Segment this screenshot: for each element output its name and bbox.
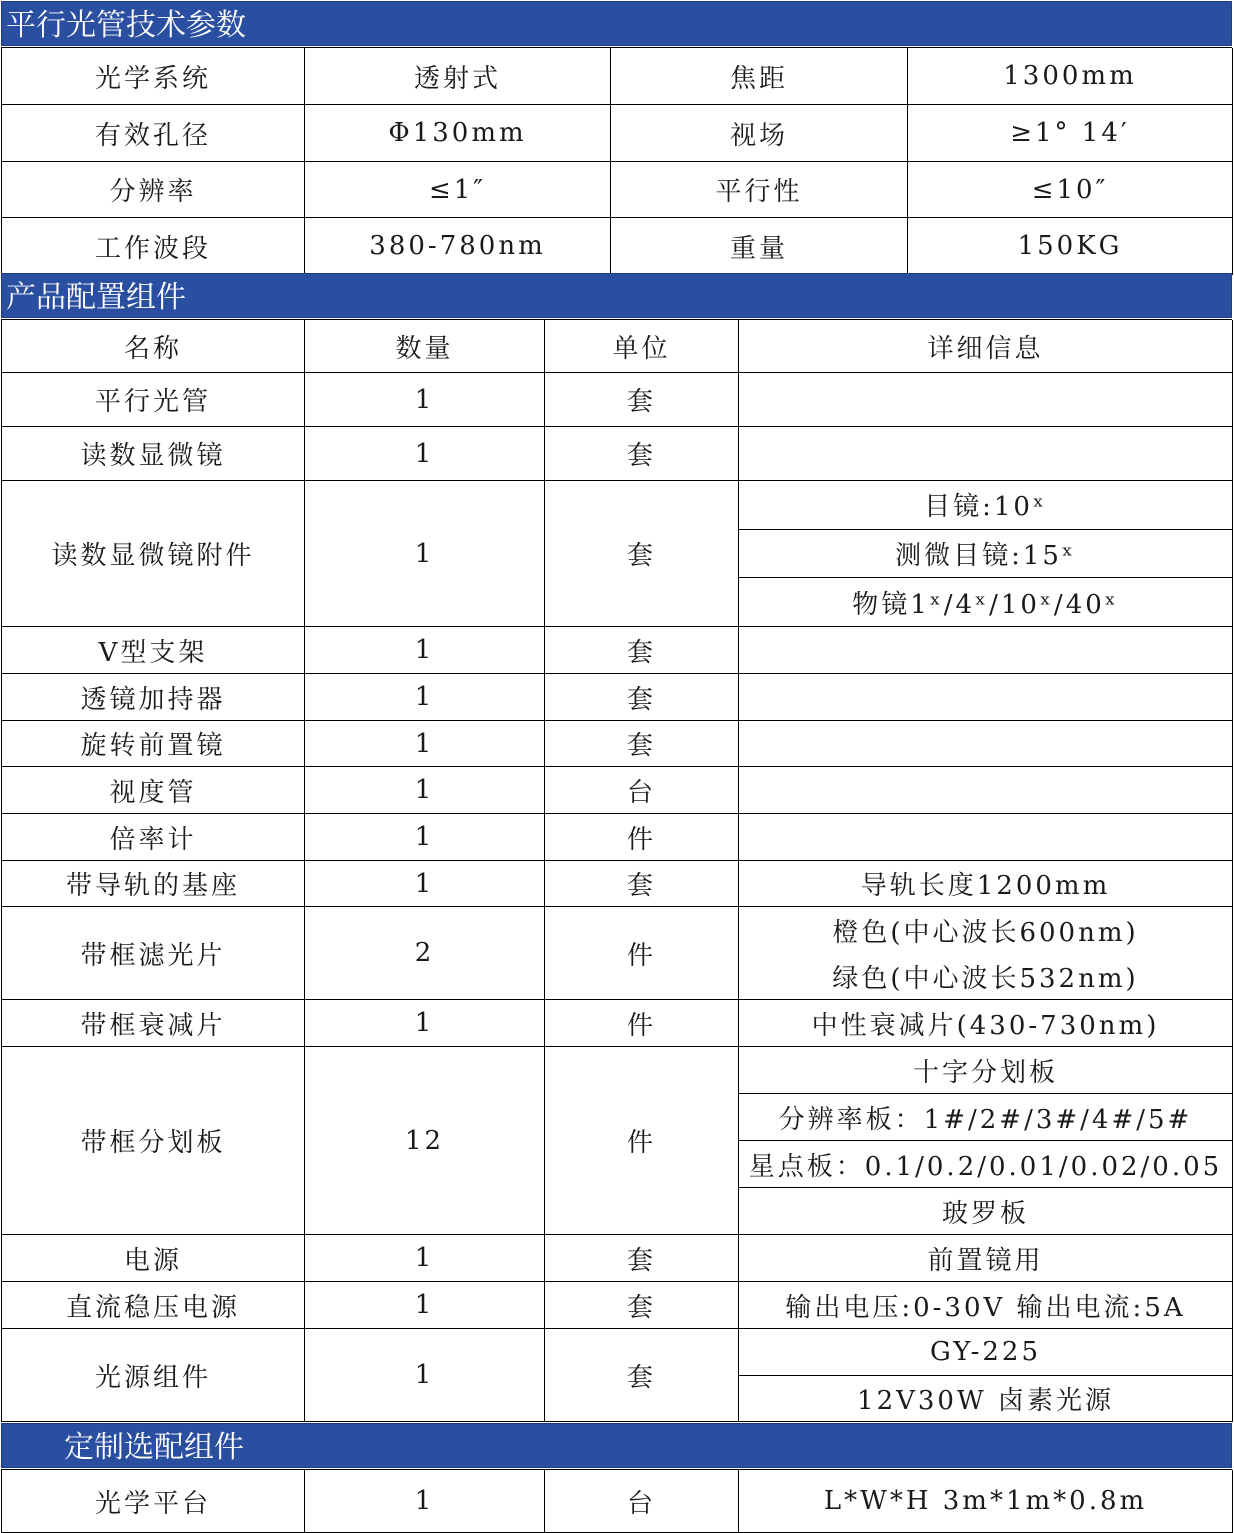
item-unit: 件 [545, 1000, 739, 1047]
detail-line: 测微目镜:15ˣ [739, 530, 1232, 579]
detail-line: 输出电压:0-30V 输出电流:5A [785, 1292, 1186, 1323]
detail-line: 十字分划板 [739, 1047, 1232, 1094]
column-header-details: 详细信息 [739, 320, 1233, 373]
item-name: 旋转前置镜 [2, 721, 305, 767]
item-name: 视度管 [2, 767, 305, 814]
item-unit: 套 [545, 1329, 739, 1422]
item-unit: 套 [545, 373, 739, 427]
spec-label: 平行性 [611, 162, 908, 218]
item-unit: 套 [545, 427, 739, 481]
item-details [739, 1047, 1233, 1235]
detail-line: GY-225 [739, 1329, 1232, 1376]
spec-value: 透射式 [305, 48, 611, 105]
item-details [739, 674, 1233, 721]
item-qty: 12 [305, 1047, 545, 1235]
spec-value: ≥1° 14′ [908, 105, 1233, 162]
item-details [739, 1329, 1233, 1422]
spec-label: 有效孔径 [2, 105, 305, 162]
item-qty: 1 [305, 861, 545, 907]
item-name: 带框衰减片 [2, 1000, 305, 1047]
item-unit: 件 [545, 1047, 739, 1235]
detail-line: 玻罗板 [941, 1198, 1029, 1229]
spec-value: ≤1″ [305, 162, 611, 218]
item-details [739, 1000, 1233, 1047]
detail-line: 星点板：0.1/0.2/0.01/0.02/0.05 [739, 1141, 1232, 1188]
item-details [739, 907, 1233, 1000]
item-name: 透镜加持器 [2, 674, 305, 721]
spec-value: ≤10″ [908, 162, 1233, 218]
item-qty: 1 [305, 1235, 545, 1282]
item-name: 读数显微镜 [2, 427, 305, 481]
item-qty: 1 [305, 1000, 545, 1047]
item-unit: 套 [545, 674, 739, 721]
item-name: 带框分划板 [2, 1047, 305, 1235]
spec-value: 380-780nm [305, 218, 611, 275]
item-name: 光学平台 [2, 1470, 305, 1533]
item-details [739, 1235, 1233, 1282]
item-unit: 台 [545, 767, 739, 814]
detail-line: 导轨长度1200mm [860, 871, 1111, 901]
detail-line: 物镜1ˣ/4ˣ/10ˣ/40ˣ [852, 589, 1119, 620]
item-unit: 套 [545, 627, 739, 674]
detail-line: 12V30W 卤素光源 [857, 1385, 1114, 1416]
item-unit: 台 [545, 1470, 739, 1533]
item-qty: 1 [305, 373, 545, 427]
detail-line: 目镜:10ˣ [739, 481, 1232, 530]
spec-value: Φ130mm [305, 105, 611, 162]
custom-table [1, 1469, 1232, 1533]
column-header-unit: 单位 [545, 320, 739, 373]
detail-line: 分辨率板：1#/2#/3#/4#/5# [739, 1094, 1232, 1141]
section-header-custom [1, 1423, 1232, 1468]
column-header-qty: 数量 [305, 320, 545, 373]
detail-line: 中性衰减片(430-730nm) [811, 1010, 1160, 1041]
spec-label: 视场 [611, 105, 908, 162]
item-qty: 1 [305, 767, 545, 814]
item-details [739, 721, 1233, 767]
item-unit: 件 [545, 907, 739, 1000]
item-name: 读数显微镜附件 [2, 481, 305, 627]
detail-line: 绿色(中心波长532nm) [832, 963, 1139, 994]
item-qty: 1 [305, 814, 545, 861]
item-unit: 套 [545, 1235, 739, 1282]
item-details [739, 481, 1233, 627]
column-header-name: 名称 [2, 320, 305, 373]
item-unit: 套 [545, 861, 739, 907]
spec-label: 光学系统 [2, 48, 305, 105]
item-unit: 件 [545, 814, 739, 861]
spec-label: 工作波段 [2, 218, 305, 275]
item-name: 光源组件 [2, 1329, 305, 1422]
spec-value: 1300mm [908, 48, 1233, 105]
detail-line: L*W*H 3m*1m*0.8m [823, 1486, 1148, 1516]
item-name: 平行光管 [2, 373, 305, 427]
spec-label: 分辨率 [2, 162, 305, 218]
item-details [739, 767, 1233, 814]
item-name: 倍率计 [2, 814, 305, 861]
item-qty: 1 [305, 1329, 545, 1422]
item-name: 带框滤光片 [2, 907, 305, 1000]
item-details [739, 1282, 1233, 1329]
item-qty: 1 [305, 481, 545, 627]
section-header-tech [1, 1, 1232, 46]
item-unit: 套 [545, 1282, 739, 1329]
config-table [1, 319, 1232, 1422]
section-title: 产品配置组件 [6, 280, 186, 315]
item-name: 直流稳压电源 [2, 1282, 305, 1329]
spec-value: 150KG [908, 218, 1233, 275]
item-unit: 套 [545, 721, 739, 767]
item-qty: 1 [305, 1470, 545, 1533]
item-qty: 1 [305, 674, 545, 721]
item-qty: 2 [305, 907, 545, 1000]
item-name: V型支架 [2, 627, 305, 674]
spec-label: 焦距 [611, 48, 908, 105]
specs-table [1, 47, 1232, 275]
section-title: 平行光管技术参数 [6, 8, 246, 43]
item-qty: 1 [305, 1282, 545, 1329]
item-name: 电源 [2, 1235, 305, 1282]
spec-label: 重量 [611, 218, 908, 275]
item-name: 带导轨的基座 [2, 861, 305, 907]
detail-line: 前置镜用 [927, 1245, 1044, 1276]
section-header-config [1, 273, 1232, 318]
item-unit: 套 [545, 481, 739, 627]
item-details [739, 373, 1233, 427]
item-qty: 1 [305, 721, 545, 767]
item-details [739, 1470, 1233, 1533]
item-details [739, 427, 1233, 481]
item-qty: 1 [305, 427, 545, 481]
item-qty: 1 [305, 627, 545, 674]
detail-line: 橙色(中心波长600nm) [832, 917, 1139, 948]
section-title: 定制选配组件 [64, 1430, 244, 1465]
item-details [739, 814, 1233, 861]
item-details [739, 627, 1233, 674]
item-details [739, 861, 1233, 907]
